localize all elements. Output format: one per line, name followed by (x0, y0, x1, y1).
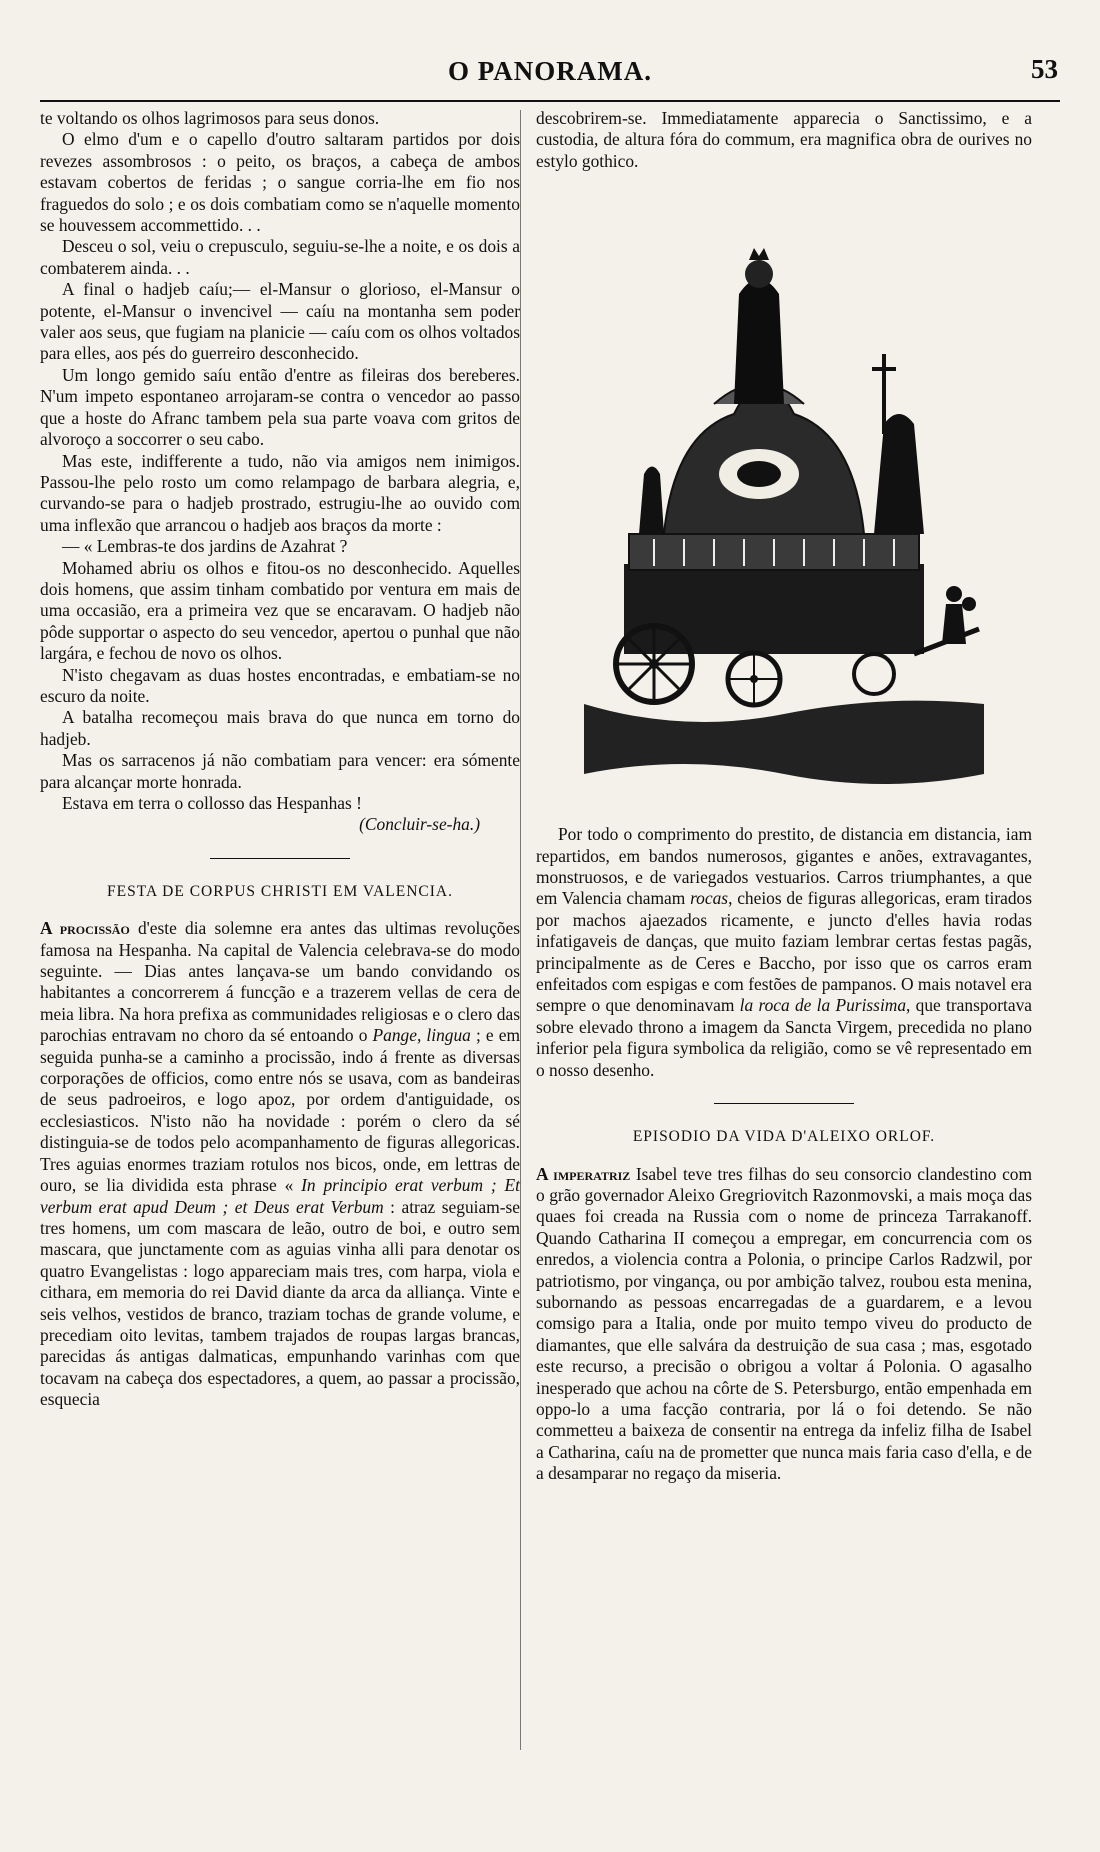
section-rule (210, 858, 350, 859)
article-paragraph (536, 824, 1032, 1081)
continuation-note: (Concluir-se-ha.) (359, 814, 480, 835)
paragraph: Um longo gemido saíu então d'entre as fileiras dos bereberes. N'um impeto espontaneo arrojaram-se contra o vencedor ao passo que a hoste do Afranc tambem pela sua parte voava com gritos de alvoroço a soccorrer o seu cabo. (40, 364, 520, 450)
paragraph: O elmo d'um e o capello d'outro saltaram partidos por dois revezes assombrosos : o peito, os braços, a cabeça de ambos estavam cobertos de feridas ; o sangue corria-lhe em fio nos fraguedos do solo ; e os dois combatiam como se n'aquelle momento se houvessem accommettido. . . (40, 129, 520, 236)
paragraph: A batalha recomeçou mais brava do que nunca em torno do hadjeb. (40, 707, 520, 749)
text-run: : atraz seguiam-se tres homens, um com mascara de leão, outro de boi, e outro sem mascara, que junctamente com as aguias vinha alli para denotar os quatro Evangelistas : logo appareciam mais tres, com harpa, viola e cithara, em memoria do rei David diante da arca da alliança. Vinte e seis velhos, vestidos de branco, traziam tochas de grande volume, e precediam oito levitas, tambem trajados de roupas largas brancas, parecidas ás antigas dalmaticas, empunhando varinhas com que tocavam na cabeça dos espectadores, a quem, ao passar a procissão, esquecia (40, 1196, 520, 1410)
right-column (536, 108, 1032, 1485)
paragraph: Mas este, indifferente a tudo, não via amigos nem inimigos. Passou-lhe pelo rosto um como relampago de barbara alegria, e, curvando-se para o hadjeb prostrado, estrugiu-lhe ao ouvido com uma inflexão que arrancou o hadjeb aos braços da morte : (40, 450, 520, 535)
lead-words: A imperatriz (536, 1163, 631, 1184)
column-divider (520, 110, 521, 1750)
left-column (40, 108, 520, 1411)
journal-title: O PANORAMA. (448, 56, 652, 86)
paragraph: N'isto chegavam as duas hostes encontradas, e embatiam-se no escuro da noite. (40, 664, 520, 706)
text-run: Por todo o comprimento do prestito, de distancia em distancia, iam repartidos, em bandos numerosos, gigantes e anões, extravagantes, monstruosos, e de variegados vestuarios. Carros triumphantes, a que em Valencia chamam (536, 824, 1032, 909)
section-title-orlof: EPISODIO DA VIDA D'ALEIXO ORLOF. (632, 1128, 936, 1146)
section-rule (714, 1103, 854, 1104)
text-run: Isabel teve tres filhas do seu consorcio clandestino com o grão governador Aleixo Gregriovitch Razonmovski, a mais moça das quaes foi creada na Russia com o nome de princeza Tarrakanoff. Quando Catharina II começou a empregar, em concurrencia com os enredos, a violencia contra a Polonia, o principe Carlos Radzwil, por patriotismo, por vingança, ou por ambição talvez, roubou esta menina, subornando as pessoas encarregadas de a guardarem, e a levou comsigo para a Italia, onde por muito tempo viveu do producto de diamantes, que elle salvára da destruição de sua casa ; mas, esgotado este recurso, a precisão o obrigou a voltar á Polonia. O agasalho inesperado que achou na côrte de S. Petersburgo, então empenhada em oppo-lo a uma facção contraria, por lá o foi detendo. Se não commetteu a baixeza de consentir na entrega da infeliz filha de Isabel a Catharina, caíu na de prometter que nunca mais faria caso d'ella, e de a desamparar no regaço da miseria. (536, 1163, 1033, 1484)
paragraph: Mohamed abriu os olhos e fitou-os no desconhecido. Aquelles dois homens, que assim tinham combatido por ventura em mais de uma occasião, era a primeira vez que se encaravam. O hadjeb não pôde supportar o aspecto do seu vencedor, apertou o punhal que não largára, e fechou de novo os olhos. (40, 557, 520, 664)
paragraph: Estava em terra o collosso das Hespanhas ! (62, 793, 362, 813)
article-paragraph (40, 918, 520, 1410)
paragraph: Desceu o sol, veiu o crepusculo, seguiu-se-lhe a noite, e os dois a combaterem ainda. . . (40, 236, 520, 278)
paragraph: te voltando os olhos lagrimosos para seus donos. (40, 108, 380, 128)
paragraph: A final o hadjeb caíu;— el-Mansur o glorioso, el-Mansur o potente, el-Mansur o invencivel — caíu na montanha sem poder valer aos seus, que fugiam na planicie — caíu com os olhos voltados para elles, aos pés do guerreiro desconhecido. (40, 279, 520, 364)
italic-phrase: la roca de la Purissima (739, 995, 907, 1016)
procession-float-illustration (584, 234, 984, 794)
text-run: , que transportava sobre elevado throno a imagem da Sancta Virgem, precedida no plano inferior pela figura symbolica da religião, como se vê representado em o nosso desenho. (536, 995, 1032, 1080)
text-run: d'este dia solemne era antes das ultimas revoluções famosa na Hespanha. Na capital de Valencia celebrava-se do modo seguinte. — Dias antes lançava-se um bando convidando os habitantes a concorrerem á funcção e a trazerem vellas de cera de meia libra. Na hora prefixa as communidades religiosas e o clero das parochias entravam no choro da sé entoando o (40, 918, 520, 1046)
article-paragraph (536, 1164, 1032, 1485)
paragraph: descobrirem-se. Immediatamente apparecia o Sanctissimo, e a custodia, de altura fóra do commum, era magnifica obra de ourives no estylo gothico. (536, 108, 1032, 171)
italic-phrase: Pange, lingua (372, 1025, 471, 1046)
italic-phrase: rocas (690, 888, 729, 909)
text-run: , cheios de figuras allegoricas, eram tirados por machos ajaezados ricamente, e juncto d'elles havia rodas infatigaveis de danças, que muito faziam lembrar certas festas pagãs, principalmente as de Ceres e Baccho, por isso que os carros eram enfeitados com espigas e com festões de pampanos. O mais notavel era sempre o que denominavam (536, 888, 1032, 1016)
page-number: 53 (1031, 54, 1058, 84)
paragraph: — « Lembras-te dos jardins de Azahrat ? (62, 536, 348, 557)
italic-phrase: In principio erat verbum ; Et verbum erat apud Deum ; et Deus erat Verbum (40, 1175, 520, 1217)
paragraph: Mas os sarracenos já não combatiam para vencer: era sómente para alcançar morte honrada. (40, 750, 520, 792)
lead-words: A procissão (40, 918, 130, 939)
section-title-festa: FESTA DE CORPUS CHRISTI EM VALENCIA. (107, 882, 453, 900)
text-run: ; e em seguida punha-se a caminho a procissão, indo á frente as diversas corporações de officios, como entre nós se usava, com as bandeiras de seus padroeiros, e logo apoz, por ordem d'antiguidade, os ecclesiasticos. N'isto não ha novidade : porém o clero da sé distinguia-se de todos pelo acompanhamento de figuras allegoricas. Tres aguias enormes traziam rotulos nos bicos, onde, em lettras de ouro, se lia dividida esta phrase « (40, 1025, 520, 1196)
page-header (40, 50, 1060, 102)
